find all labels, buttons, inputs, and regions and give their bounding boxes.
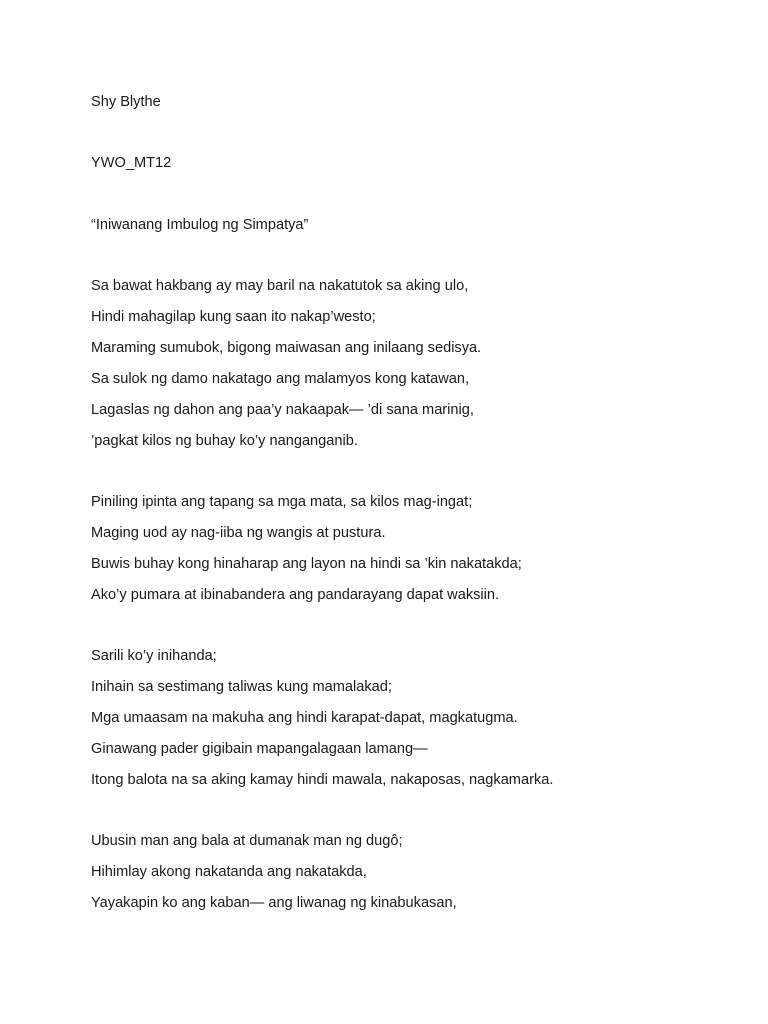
poem-title: “Iniwanang Imbulog ng Simpatya” <box>91 217 309 233</box>
poem-line: Mga umaasam na makuha ang hindi karapat-dapat, magkatugma. <box>91 710 518 726</box>
poem-line: Sa bawat hakbang ay may baril na nakatutok sa aking ulo, <box>91 278 469 294</box>
poem-line: Sarili ko’y inihanda; <box>91 648 217 664</box>
poem-line: Lagaslas ng dahon ang paa’y nakaapak— ’di sana marinig, <box>91 402 474 418</box>
poem-line: Hihimlay akong nakatanda ang nakatakda, <box>91 864 367 880</box>
poem-line: Piniling ipinta ang tapang sa mga mata, sa kilos mag-ingat; <box>91 494 473 510</box>
poem-line: Buwis buhay kong hinaharap ang layon na hindi sa ’kin nakatakda; <box>91 556 522 572</box>
document-code: YWO_MT12 <box>91 155 172 171</box>
poem-line: Inihain sa sestimang taliwas kung mamalakad; <box>91 679 392 695</box>
author-name: Shy Blythe <box>91 94 161 110</box>
poem-line: Ubusin man ang bala at dumanak man ng dugô; <box>91 833 403 849</box>
poem-line: Hindi mahagilap kung saan ito nakap’westo; <box>91 309 376 325</box>
poem-line: Ako’y pumara at ibinabandera ang pandarayang dapat waksiin. <box>91 587 500 603</box>
poem-line: Maging uod ay nag-iiba ng wangis at pustura. <box>91 525 386 541</box>
poem-line: Yayakapin ko ang kaban— ang liwanag ng kinabukasan, <box>91 895 457 911</box>
poem-line: Ginawang pader gigibain mapangalagaan lamang— <box>91 741 428 757</box>
poem-line: Maraming sumubok, bigong maiwasan ang inilaang sedisya. <box>91 340 482 356</box>
poem-line: ’pagkat kilos ng buhay ko’y nanganganib. <box>91 433 358 449</box>
poem-line: Sa sulok ng damo nakatago ang malamyos kong katawan, <box>91 371 470 387</box>
poem-line: Itong balota na sa aking kamay hindi mawala, nakaposas, nagkamarka. <box>91 772 554 788</box>
